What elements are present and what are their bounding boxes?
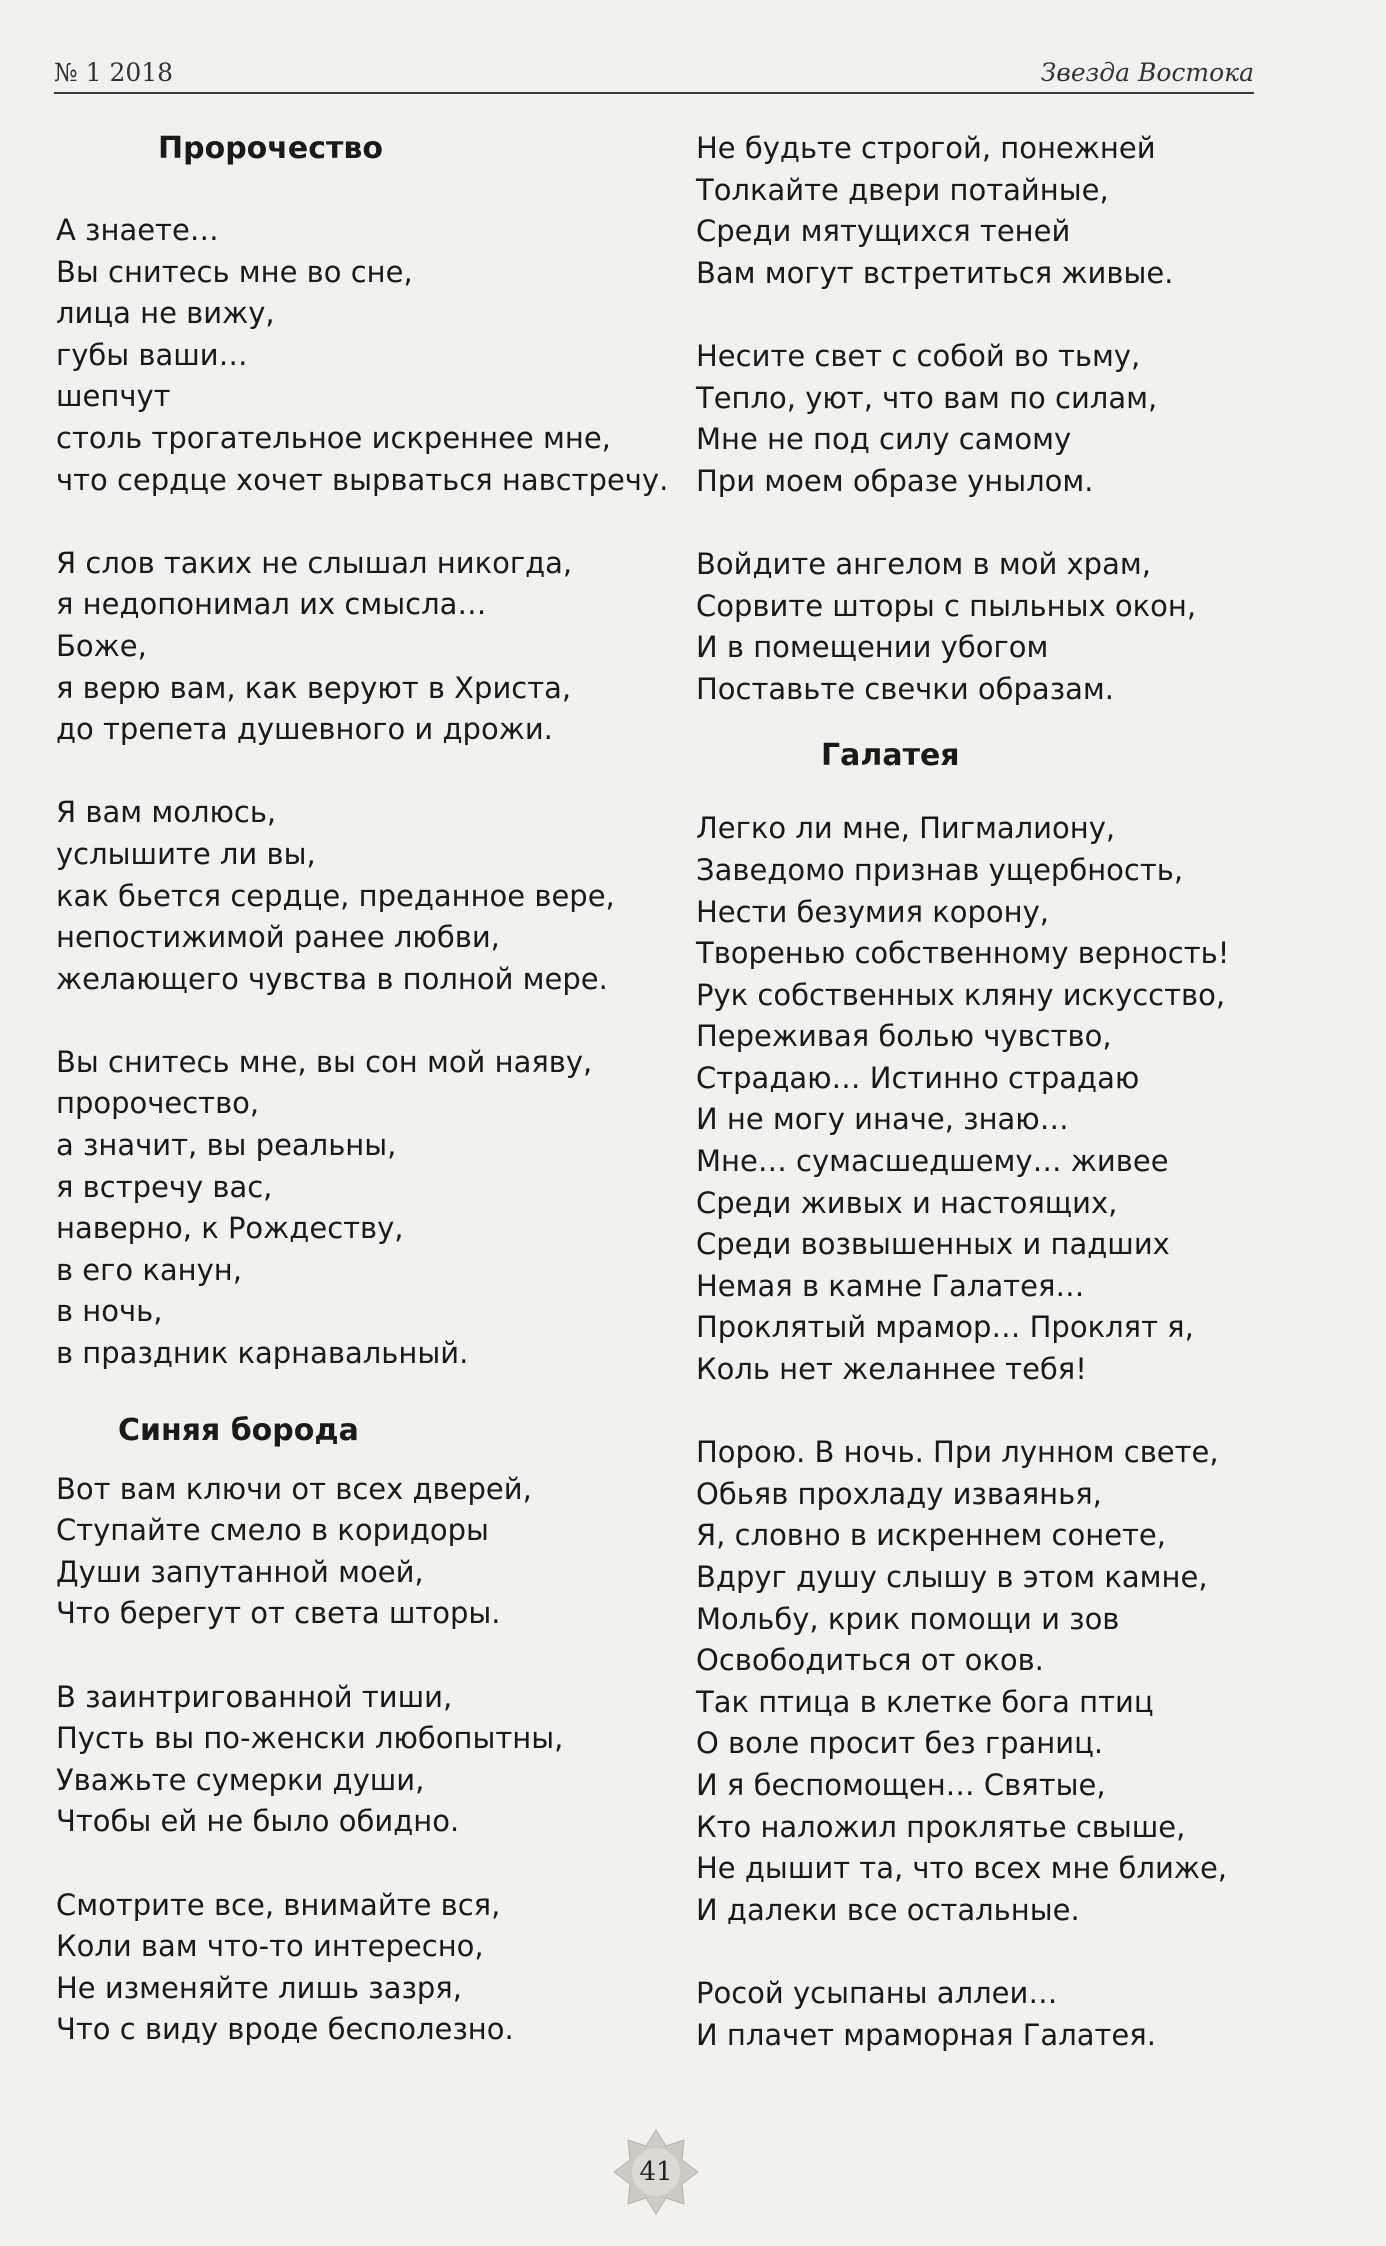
verse-line: что сердце хочет вырваться навстречу.: [56, 462, 669, 497]
verse-line: Росой усыпаны аллеи…: [696, 1975, 1058, 2010]
verse-line: в его канун,: [56, 1252, 242, 1287]
left-column: [56, 128, 676, 2051]
verse-line: Пусть вы по-женски любопытны,: [56, 1721, 564, 1756]
verse-line: Страдаю… Истинно страдаю: [696, 1060, 1140, 1095]
verse-line: пророчество,: [56, 1086, 260, 1121]
verse-line: Мольбу, крик помощи и зов: [696, 1601, 1120, 1636]
poem-title-galateya: Галатея: [821, 738, 960, 774]
verse-line: Кто наложил проклятье свыше,: [696, 1809, 1186, 1844]
verse-line: Проклятый мрамор… Проклят я,: [696, 1310, 1194, 1345]
verse-line: Вы снитесь мне, вы сон мой наяву,: [56, 1044, 593, 1079]
verse-line: А знаете…: [56, 213, 219, 247]
verse-line: И в помещении убогом: [696, 630, 1049, 665]
verse-line: Немая в камне Галатея…: [696, 1268, 1085, 1303]
stanza: [56, 1677, 676, 1843]
stanza: [56, 1469, 676, 1635]
verse-line: в ночь,: [56, 1294, 163, 1329]
verse-line: Переживая болью чувство,: [696, 1019, 1112, 1054]
stanza: [696, 544, 1266, 710]
verse-line: Среди мятущихся теней: [696, 214, 1071, 249]
verse-line: И не могу иначе, знаю…: [696, 1102, 1069, 1137]
verse-line: Несите свет с собой во тьму,: [696, 338, 1141, 373]
page-number-ornament: [612, 2128, 700, 2216]
verse-line: В заинтригованной тиши,: [56, 1679, 453, 1714]
verse-line: Что с виду вроде бесполезно.: [56, 2012, 514, 2047]
verse-line: Войдите ангелом в мой храм,: [696, 546, 1151, 581]
verse-line: Не изменяйте лишь зазря,: [56, 1970, 462, 2005]
verse-line: шепчут: [56, 379, 171, 414]
stanza: [696, 808, 1266, 1390]
verse-line: И я беспомощен… Святые,: [696, 1767, 1106, 1802]
verse-line: я верю вам, как веруют в Христа,: [56, 670, 572, 705]
journal-name: Звезда Востока: [1040, 58, 1254, 87]
verse-line: я недопонимал их смысла…: [56, 587, 487, 622]
verse-line: При моем образе унылом.: [696, 463, 1094, 498]
poem-title-prorochestvo: Пророчество: [158, 131, 383, 166]
stanza: [56, 1042, 676, 1375]
verse-line: Коль нет желаннее тебя!: [696, 1352, 1087, 1387]
verse-line: И плачет мраморная Галатея.: [696, 2017, 1156, 2052]
verse-line: Вдруг душу слышу в этом камне,: [696, 1560, 1208, 1594]
verse-line: Заведомо признав ущербность,: [696, 852, 1184, 887]
verse-line: услышите ли вы,: [56, 836, 316, 871]
stanza: [56, 1885, 676, 2051]
verse-line: Мне не под силу самому: [696, 422, 1072, 457]
page-number: 41: [639, 2157, 673, 2187]
verse-line: Что берегут от света шторы.: [56, 1596, 501, 1631]
verse-line: Я вам молюсь,: [56, 795, 277, 830]
verse-line: я встречу вас,: [56, 1169, 273, 1204]
verse-line: Чтобы ей не было обидно.: [56, 1804, 460, 1839]
verse-line: Так птица в клетке бога птиц: [696, 1684, 1154, 1719]
stanza: [56, 210, 676, 501]
verse-line: Ступайте смело в коридоры: [56, 1513, 489, 1548]
verse-line: а значит, вы реальны,: [56, 1128, 397, 1163]
verse-line: как бьется сердце, преданное вере,: [56, 878, 615, 913]
verse-line: Уважьте сумерки души,: [56, 1762, 425, 1797]
verse-line: Тепло, уют, что вам по силам,: [696, 380, 1158, 415]
verse-line: Сорвите шторы с пыльных окон,: [696, 588, 1197, 623]
stanza: [56, 543, 676, 751]
verse-line: непостижимой ранее любви,: [56, 920, 500, 955]
verse-line: до трепета душевного и дрожи.: [56, 712, 553, 747]
verse-line: Боже,: [56, 628, 147, 663]
stanza: [696, 128, 1266, 294]
verse-line: О воле просит без границ.: [696, 1726, 1104, 1761]
right-column: [696, 128, 1266, 2056]
verse-line: Вам могут встретиться живые.: [696, 255, 1174, 290]
verse-line: Души запутанной моей,: [56, 1554, 424, 1589]
verse-line: Обьяв прохладу изваянья,: [696, 1476, 1102, 1511]
verse-line: Не будьте строгой, понежней: [696, 131, 1156, 165]
verse-line: губы ваши…: [56, 337, 248, 372]
verse-line: Рук собственных кляну искусство,: [696, 977, 1226, 1012]
verse-line: Вы снитесь мне во сне,: [56, 254, 413, 289]
stanza: [696, 1432, 1266, 1931]
verse-line: Мне… сумасшедшему… живее: [696, 1144, 1169, 1179]
verse-line: Я, словно в искреннем сонете,: [696, 1518, 1166, 1553]
verse-line: Коли вам что-то интересно,: [56, 1929, 484, 1964]
poem-title-sinyaya-boroda: Синяя борода: [118, 1412, 359, 1448]
stanza: [696, 1973, 1266, 2056]
verse-line: столь трогательное искреннее мне,: [56, 420, 611, 455]
verse-line: лица не вижу,: [56, 296, 275, 331]
verse-line: Вот вам ключи от всех дверей,: [56, 1471, 532, 1506]
verse-line: Среди возвышенных и падших: [696, 1227, 1170, 1262]
stanza: [56, 792, 676, 1000]
verse-line: Толкайте двери потайные,: [696, 172, 1109, 207]
verse-line: И далеки все остальные.: [696, 1892, 1080, 1927]
verse-line: Смотрите все, внимайте вся,: [56, 1887, 501, 1922]
verse-line: в праздник карнавальный.: [56, 1336, 469, 1371]
verse-line: Среди живых и настоящих,: [696, 1185, 1118, 1220]
verse-line: Не дышит та, что всех мне ближе,: [696, 1851, 1228, 1886]
verse-line: Порою. В ночь. При лунном свете,: [696, 1435, 1219, 1470]
verse-line: Я слов таких не слышал никогда,: [56, 545, 573, 580]
verse-line: наверно, к Рождеству,: [56, 1211, 404, 1246]
issue-label: № 1 2018: [54, 58, 174, 87]
verse-line: Творенью собственному верность!: [696, 936, 1230, 971]
running-header: [54, 52, 1254, 94]
verse-line: Освободиться от оков.: [696, 1643, 1044, 1678]
stanza: [696, 336, 1266, 502]
verse-line: желающего чувства в полной мере.: [56, 961, 608, 996]
verse-line: Поставьте свечки образам.: [696, 671, 1114, 706]
verse-line: Нести безумия корону,: [696, 894, 1049, 929]
verse-line: Легко ли мне, Пигмалиону,: [696, 811, 1116, 846]
